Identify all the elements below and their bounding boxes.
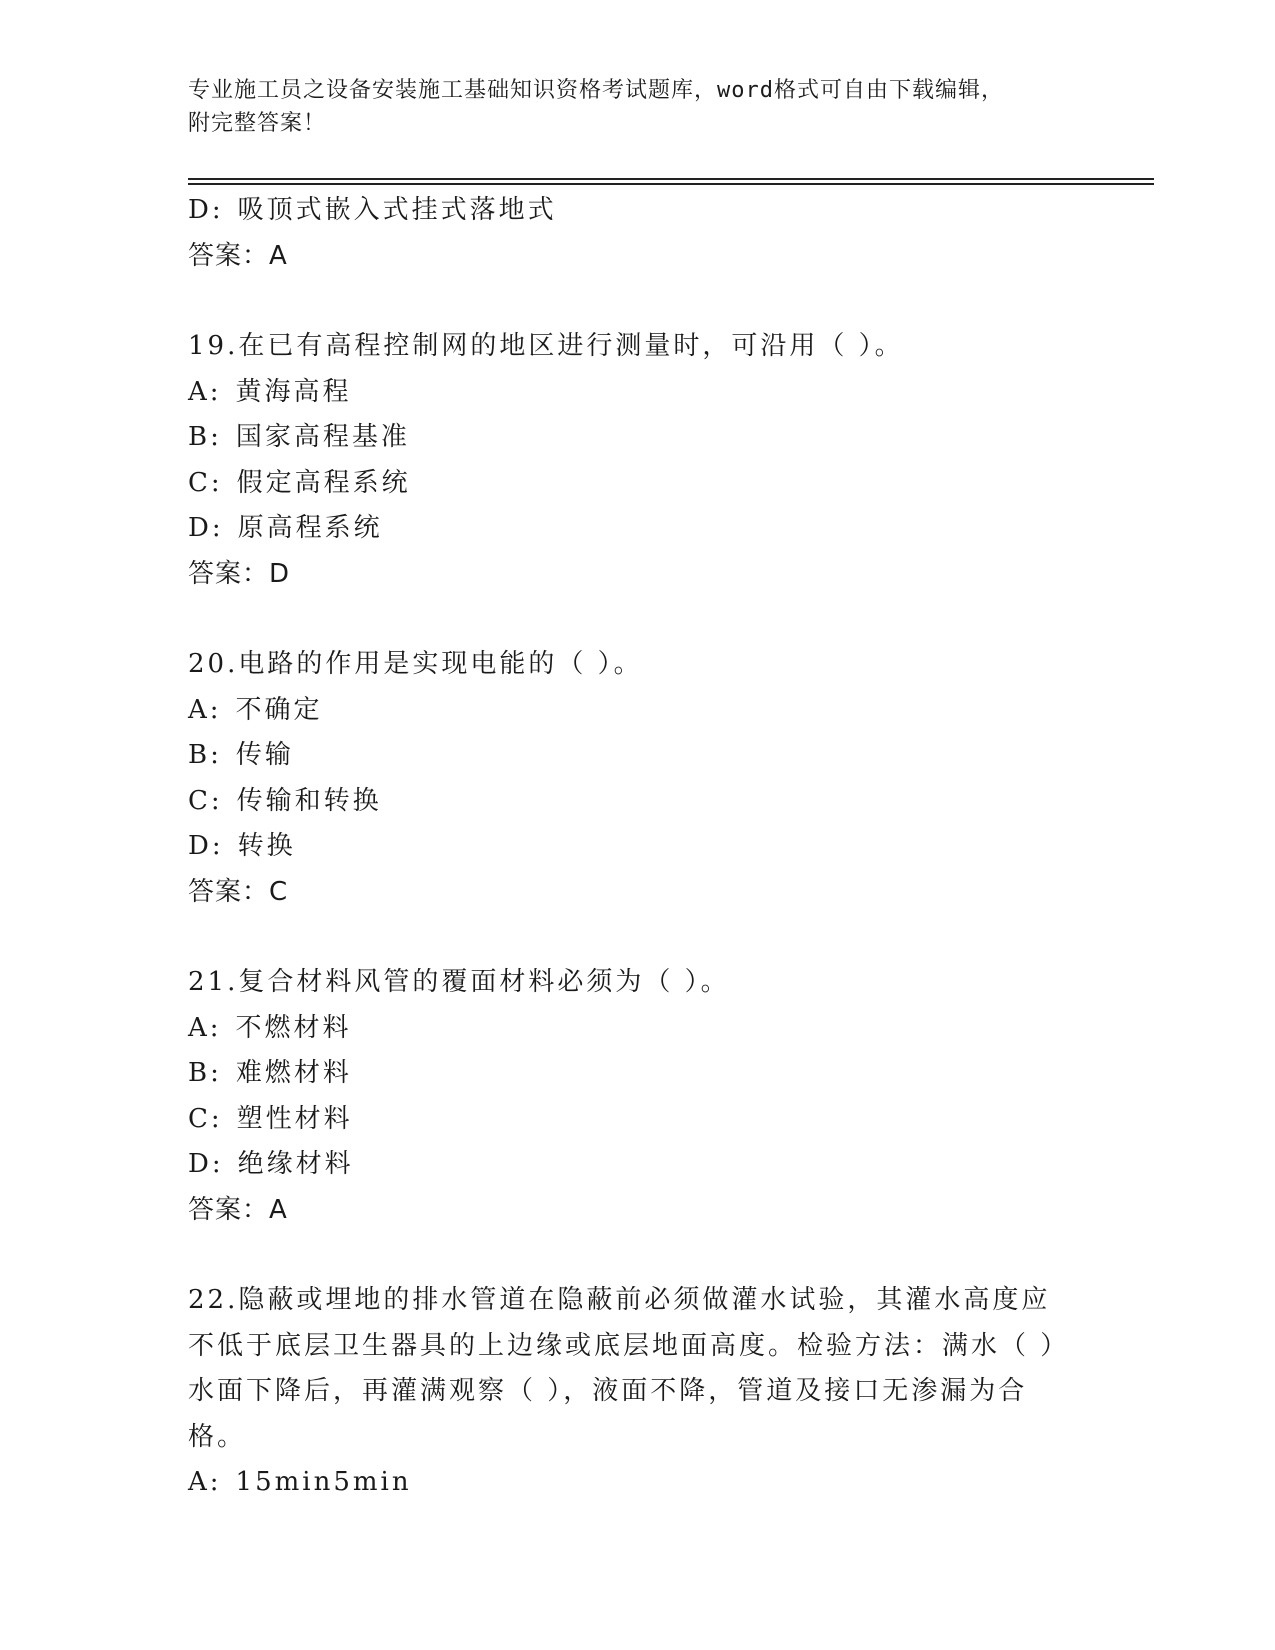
option-a <box>188 1006 1088 1052</box>
option-text: 不燃材料 <box>235 1012 352 1043</box>
header-divider-top <box>188 178 1154 180</box>
option-a <box>188 688 1088 734</box>
question-stem: 20.电路的作用是实现电能的（ ）。 <box>188 649 643 679</box>
option-text: 吸顶式嵌入式挂式落地式 <box>237 195 557 225</box>
option-text: 黄海高程 <box>235 376 352 407</box>
option-text: 假定高程系统 <box>236 467 411 498</box>
option-label: D: <box>188 513 224 543</box>
option-c <box>188 461 1088 507</box>
option-b <box>188 415 1088 461</box>
option-text: 难燃材料 <box>235 1058 352 1088</box>
option-label: A: <box>188 1012 222 1043</box>
option-text: 15min5min <box>235 1467 412 1497</box>
header-divider-bottom <box>188 183 1154 185</box>
option-label: D: <box>188 831 224 861</box>
option-label: A: <box>188 1467 222 1497</box>
option-label: D: <box>188 195 224 225</box>
answer-line: 答案：A <box>188 1194 288 1225</box>
option-label: C: <box>188 785 223 816</box>
answer-line: 答案：D <box>188 558 291 589</box>
option-label: B: <box>188 422 222 452</box>
option-text: 传输 <box>235 740 294 770</box>
option-text: 塑性材料 <box>236 1103 353 1134</box>
option-c <box>188 779 1088 825</box>
option-label: C: <box>188 1103 223 1134</box>
option-text: 原高程系统 <box>237 513 383 543</box>
option-label: A: <box>188 694 222 725</box>
option-text: 转换 <box>237 831 296 861</box>
answer-line: 答案：C <box>188 876 289 907</box>
option-d <box>188 188 1088 234</box>
question-content <box>188 188 1088 1506</box>
option-text: 不确定 <box>235 694 323 725</box>
option-a <box>188 1460 1088 1506</box>
option-label: D: <box>188 1149 224 1179</box>
option-d <box>188 506 1088 552</box>
option-b <box>188 733 1088 779</box>
document-header <box>188 74 1088 140</box>
answer-line: 答案：A <box>188 240 288 271</box>
question-stem: 19.在已有高程控制网的地区进行测量时，可沿用（ ）。 <box>188 331 904 361</box>
header-line-2: 附完整答案！ <box>188 111 327 136</box>
question-stem: 21.复合材料风管的覆面材料必须为（ ）。 <box>188 967 730 997</box>
option-a <box>188 370 1088 416</box>
option-text: 绝缘材料 <box>237 1149 354 1179</box>
option-label: B: <box>188 740 222 770</box>
option-d <box>188 824 1088 870</box>
question-stem: 22.隐蔽或埋地的排水管道在隐蔽前必须做灌水试验，其灌水高度应不低于底层卫生器具的上边缘或底层地面高度。检验方法：满水（ ）水面下降后，再灌满观察（ ），液面不降，管道及接口无渗漏为合格。 <box>188 1285 1070 1452</box>
option-text: 传输和转换 <box>236 785 382 816</box>
option-b <box>188 1051 1088 1097</box>
option-label: C: <box>188 467 223 498</box>
option-d <box>188 1142 1088 1188</box>
option-label: A: <box>188 376 222 407</box>
option-c <box>188 1097 1088 1143</box>
header-line-1: 专业施工员之设备安装施工基础知识资格考试题库，word格式可自由下载编辑， <box>188 78 1004 103</box>
option-label: B: <box>188 1058 222 1088</box>
option-text: 国家高程基准 <box>235 422 410 452</box>
